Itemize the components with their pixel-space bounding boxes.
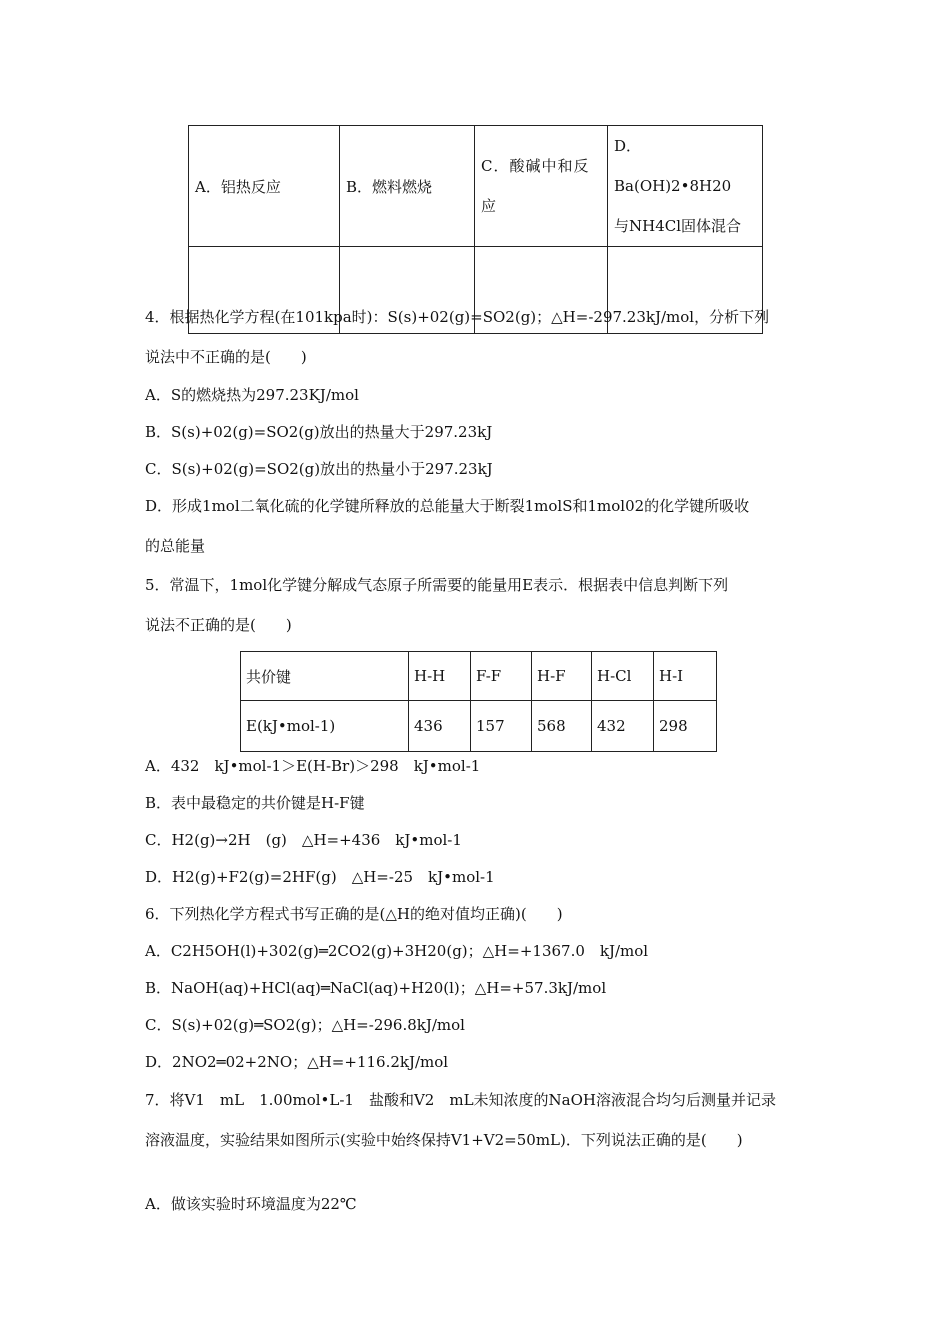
question-5-option-b: B．表中最稳定的共价键是H-F键 (145, 794, 365, 812)
table-cell (189, 126, 340, 247)
question-4-stem: 说法中不正确的是( ) (145, 348, 307, 366)
table-cell (475, 126, 608, 247)
table-row (189, 126, 763, 247)
question-6-stem: 6．下列热化学方程式书写正确的是(△H的绝对值均正确)( ) (145, 905, 563, 923)
table-header-cell: H-Cl (592, 652, 654, 701)
table-header-cell: F-F (471, 652, 532, 701)
cell-line: 与NH4Cl固体混合 (614, 217, 742, 235)
table-header-cell: H-F (532, 652, 592, 701)
question-4-option-b: B．S(s)+02(g)=SO2(g)放出的热量大于297.23kJ (145, 423, 493, 441)
question-7-stem: 7．将V1 mL 1.00mol•L-1 盐酸和V2 mL未知浓度的NaOH溶液混合均匀后测量并记录 (145, 1091, 776, 1109)
table-header-cell: H-I (654, 652, 717, 701)
reaction-type-table (188, 125, 763, 334)
cell-text (614, 126, 762, 246)
question-6-option-d: D．2NO2═02+2NO；△H=+116.2kJ/mol (145, 1053, 449, 1071)
question-6-option-b: B．NaOH(aq)+HCl(aq)═NaCl(aq)+H20(l)；△H=+57.3kJ/mol (145, 979, 607, 997)
table-cell (340, 126, 475, 247)
question-7-stem: 溶液温度，实验结果如图所示(实验中始终保持V1+V2=50mL)．下列说法正确的是( ) (145, 1131, 743, 1149)
question-5-option-a: A．432 kJ•mol-1＞E(H-Br)＞298 kJ•mol-1 (145, 757, 481, 775)
table-cell: 432 (592, 701, 654, 752)
table-row (241, 701, 717, 752)
question-7-option-a: A．做该实验时环境温度为22℃ (145, 1195, 357, 1213)
question-4-option-d: 的总能量 (145, 537, 206, 555)
cell-line: 应 (481, 197, 498, 215)
question-4-option-c: C．S(s)+02(g)=SO2(g)放出的热量小于297.23kJ (145, 460, 493, 478)
cell-line: C．酸碱中和反 (481, 157, 590, 175)
table-cell: 157 (471, 701, 532, 752)
question-4-option-d: D．形成1mol二氧化硫的化学键所释放的总能量大于断裂1molS和1mol02的化学键所吸收 (145, 497, 750, 515)
table-header-cell: 共价键 (241, 652, 409, 701)
cell-text (481, 146, 607, 226)
table-cell: 298 (654, 701, 717, 752)
table-cell: 568 (532, 701, 592, 752)
table-header-cell: H-H (409, 652, 471, 701)
question-5-option-d: D．H2(g)+F2(g)=2HF(g) △H=-25 kJ•mol-1 (145, 868, 495, 886)
question-6-option-c: C．S(s)+02(g)═SO2(g)；△H=-296.8kJ/mol (145, 1016, 465, 1034)
cell-line: D． Ba(OH)2•8H20 (614, 137, 732, 195)
question-4-option-a: A．S的燃烧热为297.23KJ/mol (145, 386, 359, 404)
question-5-stem: 5．常温下，1mol化学键分解成气态原子所需要的能量用E表示．根据表中信息判断下列 (145, 576, 729, 594)
question-4-stem: 4．根据热化学方程(在101kpa时)：S(s)+02(g)=SO2(g)；△H=-297.23kJ/mol，分析下列 (145, 308, 770, 326)
cell-text: A．铝热反应 (195, 177, 281, 196)
bond-energy-table (240, 651, 717, 752)
cell-text: B．燃料燃烧 (346, 177, 433, 196)
table-cell (608, 126, 763, 247)
question-5-option-c: C．H2(g)→2H (g) △H=+436 kJ•mol-1 (145, 831, 462, 849)
table-cell: 436 (409, 701, 471, 752)
table-row (241, 652, 717, 701)
question-6-option-a: A．C2H5OH(l)+302(g)═2CO2(g)+3H20(g)；△H=+1367.0 kJ/mol (145, 942, 649, 960)
question-5-stem: 说法不正确的是( ) (145, 616, 292, 634)
table-cell: E(kJ•mol-1) (241, 701, 409, 752)
